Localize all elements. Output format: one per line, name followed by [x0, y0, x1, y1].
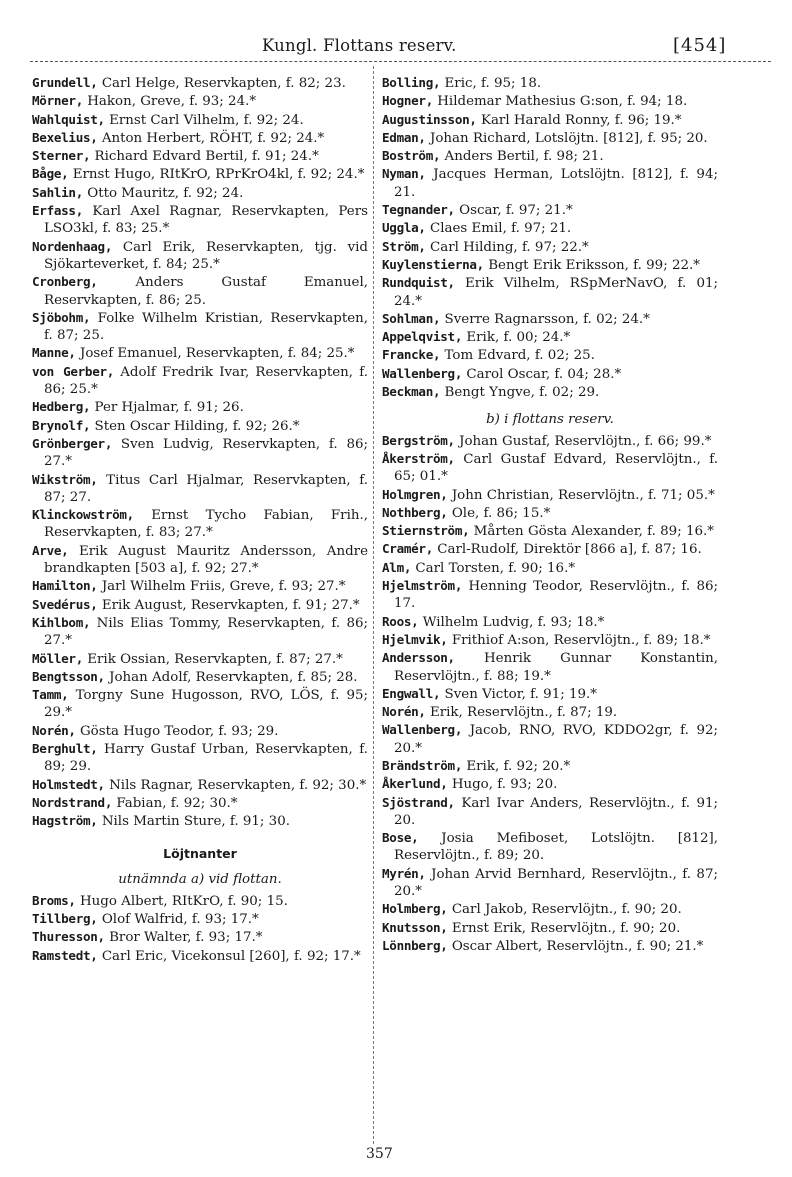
entry-details: Josia Mefiboset, Lotslöjtn. [812], Reservlöjtn., f. 89; 20. [394, 831, 719, 864]
entry-surname: Möller, [32, 650, 83, 666]
register-entry [32, 273, 368, 309]
entry-surname: Holmstedt, [32, 776, 105, 792]
entry-surname: Norén, [382, 704, 426, 720]
entry-details: Hugo, f. 93; 20. [451, 777, 558, 793]
entry-surname: Broms, [32, 892, 76, 908]
register-entry [382, 74, 718, 92]
register-entry [382, 540, 718, 558]
register-entry [32, 577, 368, 595]
entry-details: Carl Hilding, f. 97; 22.* [429, 239, 589, 255]
register-entry [32, 812, 368, 830]
entry-surname: Nordstrand, [32, 794, 113, 810]
entry-details: Karl Axel Ragnar, Reservkapten, Pers LSO3kl, f. 83; 25.* [44, 204, 368, 237]
subheading-b: b) i flottans reserv. [486, 412, 614, 428]
entry-details: Sven Ludvig, Reservkapten, f. 86; 27.* [44, 436, 368, 470]
register-entry [382, 256, 718, 274]
entry-surname: Nothberg, [382, 504, 448, 520]
entry-surname: Holmgren, [382, 486, 448, 502]
entry-details: Hakon, Greve, f. 93; 24.* [87, 94, 257, 110]
entry-details: Ernst Hugo, RItKrO, RPrKrO4kl, f. 92; 24.* [72, 167, 365, 183]
register-entry [32, 910, 368, 928]
register-entry [382, 450, 718, 486]
entry-details: Anders Bertil, f. 98; 21. [444, 149, 604, 165]
register-entry [382, 346, 718, 364]
entry-surname: Hogner, [382, 93, 433, 109]
register-entry [382, 111, 718, 129]
entry-surname: Holmberg, [382, 901, 448, 917]
register-entry [382, 432, 718, 450]
entry-details: Henrik Gunnar Konstantin, Reservlöjtn., f. 88; 19.* [394, 651, 718, 684]
register-entry [32, 309, 368, 345]
register-entry [382, 147, 718, 165]
entry-details: Carl Eric, Vicekonsul [260], f. 92; 17.* [101, 948, 361, 964]
entry-details: Carl Torsten, f. 90; 16.* [415, 560, 576, 576]
register-entry [382, 165, 718, 201]
register-entry [32, 928, 368, 946]
entry-details: Tom Edvard, f. 02; 25. [444, 348, 595, 364]
entry-details: Sten Oscar Hilding, f. 92; 26.* [94, 418, 300, 434]
register-entry [382, 900, 718, 918]
register-entry [382, 365, 718, 383]
entry-surname: Berghult, [32, 740, 98, 756]
register-entry [382, 328, 718, 346]
entry-surname: Brändström, [382, 757, 463, 773]
entry-surname: Båge, [32, 166, 69, 182]
register-entry [382, 383, 718, 401]
left-entries-list [32, 74, 368, 830]
entry-details: Erik, f. 00; 24.* [466, 330, 571, 346]
entry-surname: Nordenhaag, [32, 238, 113, 254]
entry-details: Torgny Sune Hugosson, RVO, LÖS, f. 95; 29.* [44, 688, 369, 721]
entry-details: Carl-Rudolf, Direktör [866 a], f. 87; 16. [437, 542, 702, 558]
entry-details: Josef Emanuel, Reservkapten, f. 84; 25.* [79, 346, 355, 362]
register-entry [382, 310, 718, 328]
register-entry [382, 613, 718, 631]
entry-surname: Wallenberg, [382, 722, 463, 738]
entry-surname: Rundquist, [382, 275, 455, 291]
entry-details: Bror Walter, f. 93; 17.* [109, 930, 263, 946]
register-entry [382, 274, 718, 310]
entry-surname: Thuresson, [32, 929, 105, 945]
register-entry [32, 202, 368, 238]
entry-surname: Bengtsson, [32, 668, 105, 684]
entry-details: Olof Walfrid, f. 93; 17.* [101, 912, 259, 928]
register-entry [382, 703, 718, 721]
entry-surname: Lönnberg, [382, 937, 448, 953]
entry-details: Ernst Tycho Fabian, Frih., Reservkapten, f. 83; 27.* [44, 508, 368, 541]
entry-details: Ernst Erik, Reservlöjtn., f. 90; 20. [451, 920, 681, 936]
entry-surname: Åkerström, [382, 450, 455, 466]
entry-details: Erik, f. 92; 20.* [466, 758, 571, 774]
entry-details: Carl Gustaf Edvard, Reservlöjtn., f. 65; 01.* [394, 451, 718, 485]
entry-details: Nils Martin Sture, f. 91; 30. [101, 814, 290, 830]
register-entry [32, 892, 368, 910]
entry-details: Hugo Albert, RItKrO, f. 90; 15. [79, 893, 288, 909]
running-head: Kungl. Flottans reserv. [262, 36, 457, 55]
register-entry [32, 344, 368, 362]
page-number: [454] [673, 35, 727, 56]
entry-surname: Klinckowström, [32, 507, 134, 523]
register-entry [382, 92, 718, 110]
entry-surname: Andersson, [382, 650, 455, 666]
entry-surname: Myrén, [382, 865, 426, 881]
entry-surname: Wikström, [32, 471, 98, 487]
column-divider [373, 66, 374, 1144]
entry-details: Karl Ivar Anders, Reservlöjtn., f. 91; 20. [394, 795, 718, 828]
entry-surname: Hjelmvik, [382, 631, 448, 647]
entry-details: Otto Mauritz, f. 92; 24. [87, 185, 244, 201]
entry-details: Johan Adolf, Reservkapten, f. 85; 28. [109, 669, 358, 685]
entry-surname: Sjöstrand, [382, 794, 455, 810]
entry-surname: Kihlbom, [32, 614, 91, 630]
register-entry [382, 559, 718, 577]
entry-details: Karl Harald Ronny, f. 96; 19.* [480, 112, 682, 128]
entry-surname: Augustinsson, [382, 111, 477, 127]
register-entry [32, 129, 368, 147]
register-entry [382, 775, 718, 793]
register-entry [32, 596, 368, 614]
register-entry [382, 794, 718, 830]
entry-surname: Sterner, [32, 148, 91, 164]
entry-surname: Tegnander, [382, 202, 455, 218]
register-entry [382, 238, 718, 256]
entry-details: Erik August Mauritz Andersson, Andre brandkapten [503 a], f. 92; 27.* [44, 543, 368, 577]
register-entry [32, 398, 368, 416]
entry-surname: Åkerlund, [382, 776, 448, 792]
entry-surname: Nyman, [382, 166, 426, 182]
entry-surname: Beckman, [382, 384, 441, 400]
register-entry [382, 486, 718, 504]
register-entry [32, 794, 368, 812]
register-entry [32, 668, 368, 686]
register-entry [32, 947, 368, 965]
entry-surname: Stiernström, [382, 523, 470, 539]
entry-details: Anton Herbert, RÖHT, f. 92; 24.* [101, 130, 325, 146]
register-entry [382, 649, 718, 685]
register-entry [32, 471, 368, 507]
entry-details: Erik, Reservlöjtn., f. 87; 19. [429, 705, 618, 721]
entry-surname: Cramér, [382, 541, 433, 557]
entry-details: Johan Gustaf, Reservlöjtn., f. 66; 99.* [459, 433, 712, 449]
entry-details: Nils Elias Tommy, Reservkapten, f. 86; 27.* [44, 615, 368, 649]
entry-surname: Grönberger, [32, 435, 113, 451]
entry-surname: Tillberg, [32, 911, 98, 927]
register-entry [32, 147, 368, 165]
right-entries-list [382, 74, 718, 401]
header-rule [30, 61, 771, 62]
register-entry [382, 865, 718, 901]
entry-details: Johan Richard, Lotslöjtn. [812], f. 95; 20. [429, 130, 708, 146]
register-entry [32, 417, 368, 435]
register-entry [32, 74, 368, 92]
entry-surname: Alm, [382, 559, 412, 575]
entry-details: Fabian, f. 92; 30.* [116, 795, 238, 811]
entry-surname: Francke, [382, 347, 441, 363]
entry-surname: Hagström, [32, 813, 98, 829]
entry-surname: Appelqvist, [382, 329, 463, 345]
register-entry [382, 577, 718, 613]
register-entry [32, 686, 368, 722]
entry-surname: Kuylenstierna, [382, 256, 484, 272]
register-entry [32, 650, 368, 668]
entry-details: Sverre Ragnarsson, f. 02; 24.* [444, 311, 650, 327]
entry-surname: Bolling, [382, 75, 441, 90]
entry-surname: Bose, [382, 830, 419, 846]
entry-surname: Edman, [382, 129, 426, 145]
right-column [382, 74, 718, 955]
entry-details: Harry Gustaf Urban, Reservkapten, f. 89; 29. [44, 741, 368, 775]
entry-details: Carl Helge, Reservkapten, f. 82; 23. [101, 76, 346, 91]
entry-details: Folke Wilhelm Kristian, Reservkapten, f. 87; 25. [44, 310, 369, 344]
entry-surname: Sjöbohm, [32, 309, 91, 325]
entry-surname: Engwall, [382, 685, 441, 701]
entry-surname: Brynolf, [32, 417, 91, 433]
entry-surname: Hjelmström, [382, 578, 463, 594]
entry-details: Wilhelm Ludvig, f. 93; 18.* [422, 614, 605, 630]
register-entry [32, 722, 368, 740]
entry-surname: Boström, [382, 148, 441, 164]
entry-details: Oscar Albert, Reservlöjtn., f. 90; 21.* [451, 938, 704, 954]
register-entry [382, 685, 718, 703]
left-column [32, 74, 368, 965]
entry-details: Jacques Herman, Lotslöjtn. [812], f. 94; 21. [394, 167, 718, 200]
entry-details: Johan Arvid Bernhard, Reservlöjtn., f. 87; 20.* [394, 866, 718, 900]
entry-details: Nils Ragnar, Reservkapten, f. 92; 30.* [109, 777, 367, 793]
register-entry [32, 184, 368, 202]
entry-details: Ole, f. 86; 15.* [451, 505, 551, 521]
register-entry [382, 721, 718, 757]
entry-surname: Hedberg, [32, 399, 91, 415]
entry-details: Henning Teodor, Reservlöjtn., f. 86; 17. [394, 579, 718, 612]
entry-surname: Knutsson, [382, 919, 448, 935]
entry-details: Titus Carl Hjalmar, Reservkapten, f. 87; 27. [44, 472, 368, 505]
register-entry [382, 504, 718, 522]
register-entry [382, 829, 718, 865]
entry-details: Ernst Carl Vilhelm, f. 92; 24. [109, 112, 304, 128]
entry-surname: Mörner, [32, 93, 83, 109]
left-entries-list-2 [32, 892, 368, 965]
entry-surname: Sohlman, [382, 310, 441, 326]
entry-surname: von Gerber, [32, 363, 115, 379]
register-entry [382, 937, 718, 955]
register-entry [32, 542, 368, 578]
right-entries-list-2 [382, 432, 718, 956]
entry-details: Frithiof A:son, Reservlöjtn., f. 89; 18.* [451, 632, 711, 648]
register-entry [32, 506, 368, 542]
entry-details: Eric, f. 95; 18. [444, 76, 542, 91]
register-entry [382, 919, 718, 937]
entry-details: Carl Jakob, Reservlöjtn., f. 90; 20. [451, 902, 682, 918]
register-entry [32, 363, 368, 399]
entry-surname: Hamilton, [32, 578, 98, 594]
entry-surname: Wallenberg, [382, 365, 463, 381]
register-entry [382, 219, 718, 237]
register-entry [382, 522, 718, 540]
entry-surname: Manne, [32, 345, 76, 361]
entry-details: Carl Erik, Reservkapten, tjg. vid Sjökarteverket, f. 84; 25.* [44, 239, 368, 272]
register-entry [32, 238, 368, 274]
entry-details: Bengt Erik Eriksson, f. 99; 22.* [488, 257, 700, 273]
entry-details: Mårten Gösta Alexander, f. 89; 16.* [473, 524, 714, 540]
entry-surname: Ström, [382, 238, 426, 254]
register-entry [32, 776, 368, 794]
entry-details: Bengt Yngve, f. 02; 29. [444, 385, 600, 401]
entry-surname: Arve, [32, 542, 69, 558]
subheading-a: utnämnda a) vid flottan. [118, 872, 282, 888]
entry-details: Oscar, f. 97; 21.* [459, 203, 573, 219]
register-entry [382, 631, 718, 649]
register-entry [32, 740, 368, 776]
entry-surname: Ramstedt, [32, 947, 98, 963]
entry-details: Claes Emil, f. 97; 21. [429, 221, 572, 237]
entry-surname: Uggla, [382, 220, 426, 236]
entry-details: Erik Vilhelm, RSpMerNavO, f. 01; 24.* [394, 276, 719, 309]
entry-details: Carol Oscar, f. 04; 28.* [466, 366, 622, 382]
entry-details: Erik August, Reservkapten, f. 91; 27.* [101, 597, 360, 613]
entry-surname: Sahlin, [32, 184, 83, 200]
entry-details: Per Hjalmar, f. 91; 26. [94, 400, 244, 416]
entry-details: Sven Victor, f. 91; 19.* [444, 686, 597, 702]
entry-details: Anders Gustaf Emanuel, Reservkapten, f. 86; 25. [44, 275, 368, 308]
folio-number: 357 [366, 1146, 393, 1162]
register-entry [382, 129, 718, 147]
entry-surname: Roos, [382, 613, 419, 629]
entry-surname: Tamm, [32, 687, 69, 703]
entry-surname: Norén, [32, 722, 76, 738]
entry-details: Erik Ossian, Reservkapten, f. 87; 27.* [87, 651, 343, 667]
entry-surname: Svedérus, [32, 596, 98, 612]
entry-surname: Bexelius, [32, 129, 98, 145]
section-heading: Löjtnanter [163, 846, 237, 862]
entry-surname: Grundell, [32, 75, 98, 90]
entry-details: Richard Edvard Bertil, f. 91; 24.* [94, 149, 319, 165]
entry-surname: Cronberg, [32, 274, 98, 290]
register-entry [382, 757, 718, 775]
entry-surname: Erfass, [32, 203, 83, 219]
entry-details: Jarl Wilhelm Friis, Greve, f. 93; 27.* [101, 579, 346, 595]
register-entry [32, 614, 368, 650]
register-entry [32, 435, 368, 471]
entry-details: John Christian, Reservlöjtn., f. 71; 05.* [451, 487, 715, 503]
entry-details: Hildemar Mathesius G:son, f. 94; 18. [437, 94, 688, 110]
register-entry [32, 165, 368, 183]
register-entry [32, 92, 368, 110]
entry-surname: Bergström, [382, 432, 455, 448]
entry-surname: Wahlquist, [32, 111, 105, 127]
register-entry [382, 201, 718, 219]
entry-details: Gösta Hugo Teodor, f. 93; 29. [79, 723, 279, 739]
register-entry [32, 111, 368, 129]
entry-details: Jacob, RNO, RVO, KDDO2gr, f. 92; 20.* [394, 723, 719, 756]
entry-details: Adolf Fredrik Ivar, Reservkapten, f. 86; 25.* [44, 364, 368, 398]
